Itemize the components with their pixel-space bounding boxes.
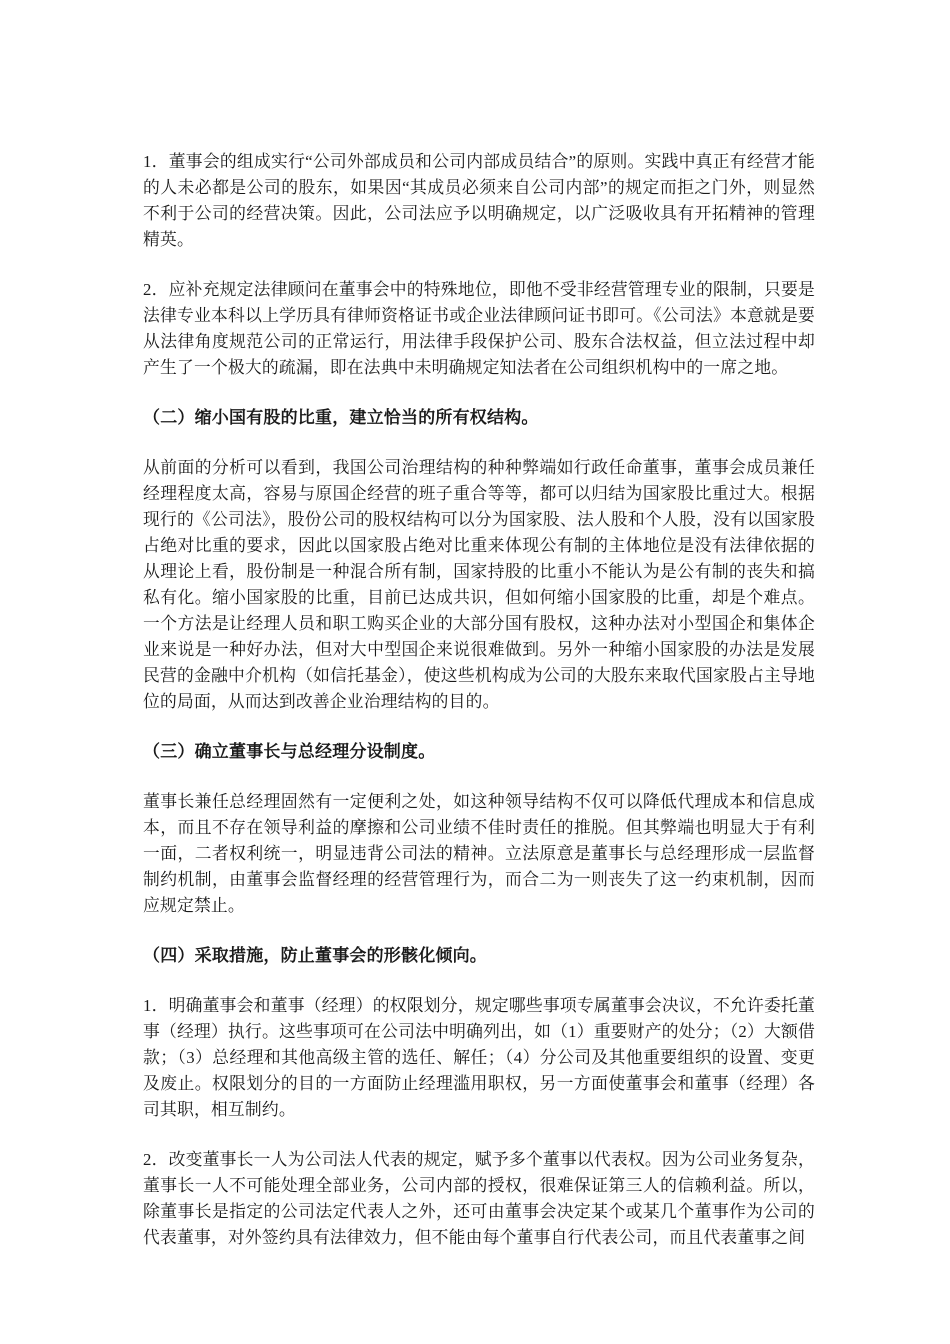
paragraph-board-composition: 1．董事会的组成实行“公司外部成员和公司内部成员结合”的原则。实践中真正有经营才能的人未必都是公司的股东，如果因“其成员必须来自公司内部”的规定而拒之门外，则显然不利于公司的经营决策。因此，公司法应予以明确规定，以广泛吸收具有开拓精神的管理精英。 — [143, 152, 815, 249]
paragraph-representative-directors: 2．改变董事长一人为公司法人代表的规定，赋予多个董事以代表权。因为公司业务复杂，董事长一人不可能处理全部业务，公司内部的授权，很难保证第三人的信赖利益。所以，除董事长是指定的公司法定代表人之外，还可由董事会决定某个或某几个董事作为公司的代表董事，对外签约具有法律效力，但不能由每个董事自行代表公司，而且代表董事之间 — [143, 1150, 815, 1247]
paragraph-state-shares: 从前面的分析可以看到，我国公司治理结构的种种弊端如行政任命董事，董事会成员兼任经理程度太高，容易与原国企经营的班子重合等等，都可以归结为国家股比重过大。根据现行的《公司法》，股份公司的股权结构可以分为国家股、法人股和个人股，没有以国家股占绝对比重的要求，因此以国家股占绝对比重来体现公有制的主体地位是没有法律依据的从理论上看，股份制是一种混合所有制，国家持股的比重小不能认为是公有制的丧失和搞私有化。缩小国家股的比重，目前已达成共识，但如何缩小国家股的比重，却是个难点。一个方法是让经理人员和职工购买企业的大部分国有股权，这种办法对小型国企和集体企业来说是一种好办法，但对大中型国企来说很难做到。另外一种缩小国家股的办法是发展民营的金融中介机构（如信托基金），使这些机构成为公司的大股东来取代国家股占主导地位的局面，从而达到改善企业治理结构的目的。 — [143, 458, 815, 711]
section-heading-3: （三）确立董事长与总经理分设制度。 — [143, 742, 436, 761]
section-heading-4: （四）采取措施，防止董事会的形骸化倾向。 — [143, 946, 487, 965]
paragraph-board-powers: 1．明确董事会和董事（经理）的权限划分，规定哪些事项专属董事会决议，不允许委托董事（经理）执行。这些事项可在公司法中明确列出，如（1）重要财产的处分；（2）大额借款；（3）总经理和其他高级主管的选任、解任；（4）分公司及其他重要组织的设置、变更及废止。权限划分的目的一方面防止经理滥用职权，另一方面使董事会和董事（经理）各司其职，相互制约。 — [143, 996, 815, 1119]
section-heading-2: （二）缩小国有股的比重，建立恰当的所有权结构。 — [143, 408, 539, 427]
paragraph-legal-counsel: 2．应补充规定法律顾问在董事会中的特殊地位，即他不受非经营管理专业的限制，只要是法律专业本科以上学历具有律师资格证书或企业法律顾问证书即可。《公司法》本意就是要从法律角度规范公司的正常运行，用法律手段保护公司、股东合法权益，但立法过程中却产生了一个极大的疏漏，即在法典中未明确规定知法者在公司组织机构中的一席之地。 — [143, 280, 815, 377]
paragraph-chairman-gm-separation: 董事长兼任总经理固然有一定便利之处，如这种领导结构不仅可以降低代理成本和信息成本，而且不存在领导利益的摩擦和公司业绩不佳时责任的推脱。但其弊端也明显大于有利一面，二者权利统一，明显违背公司法的精神。立法原意是董事长与总经理形成一层监督制约机制，由董事会监督经理的经营管理行为，而合二为一则丧失了这一约束机制，因而应规定禁止。 — [143, 792, 815, 915]
